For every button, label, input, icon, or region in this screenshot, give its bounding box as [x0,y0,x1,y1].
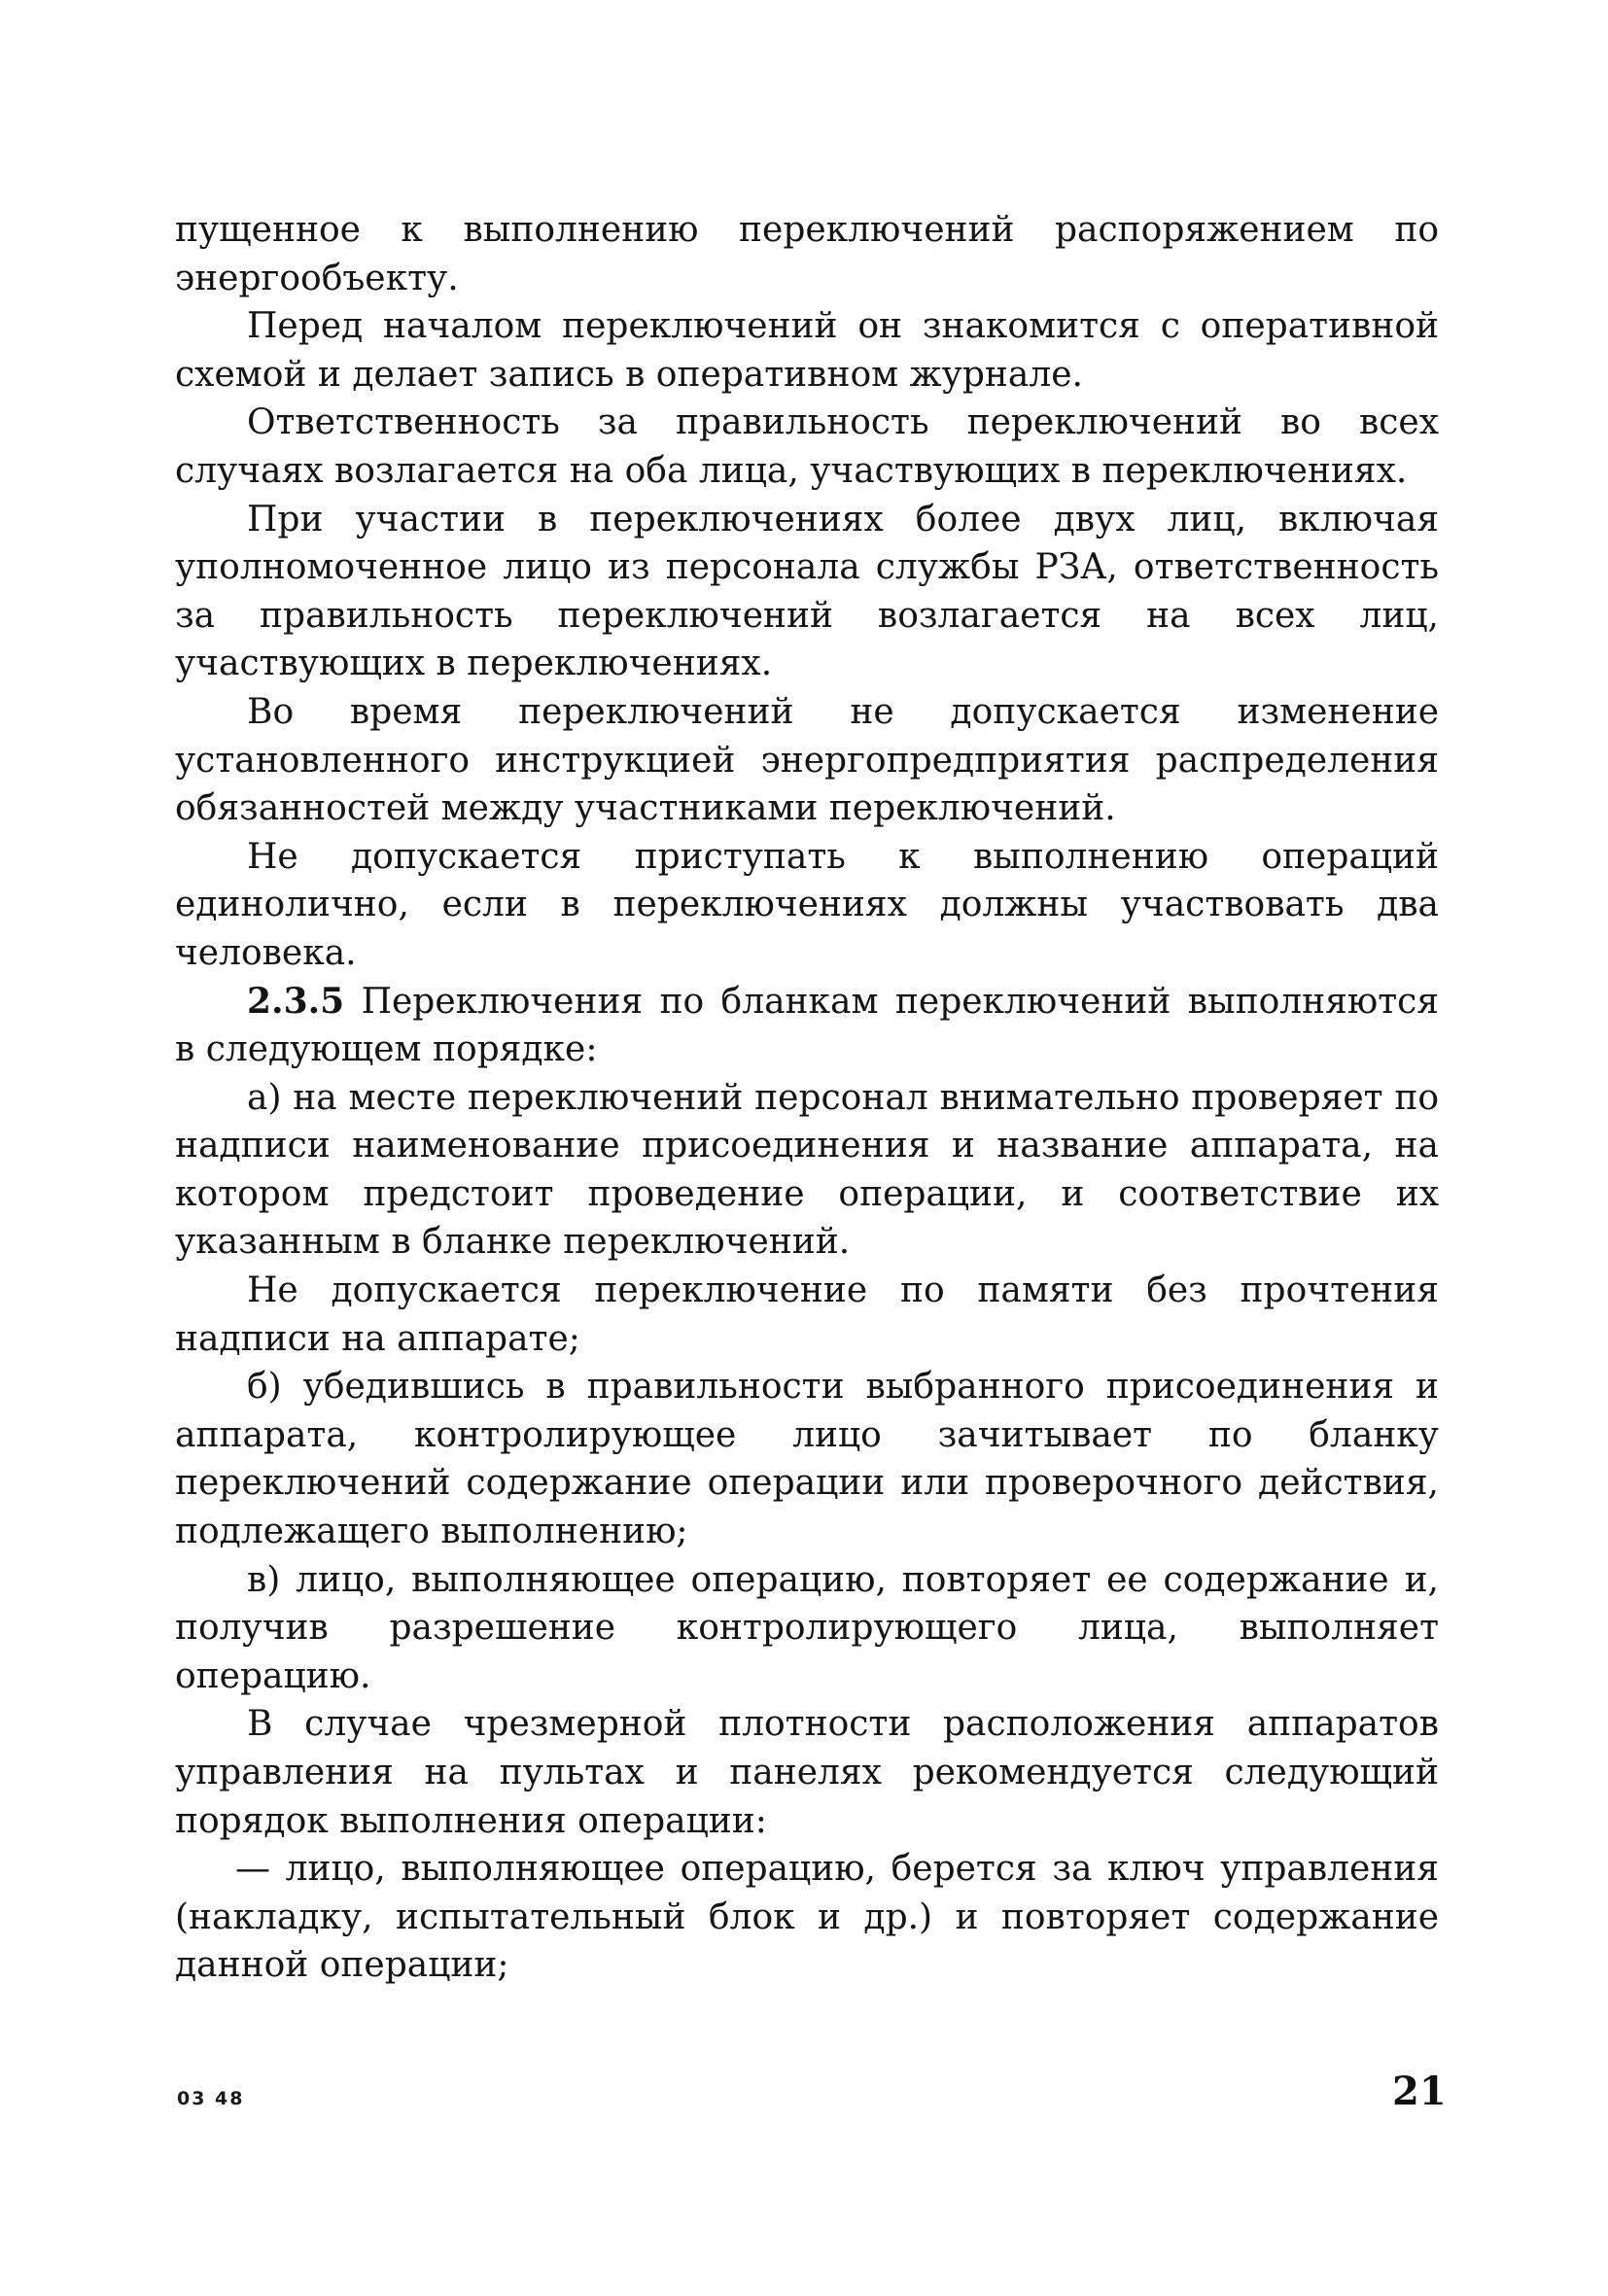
paragraph: В случае чрезмерной плотности расположения аппаратов управления на пультах и панелях рекомендуется следующий порядок выполнения операции: [175,1704,1439,1841]
section-paragraph [175,978,1439,1074]
paragraph: пущенное к выполнению переключений распоряжением по энергообъекту. [175,210,1439,298]
paragraph: При участии в переключениях более двух лиц, включая уполномоченное лицо из персонала службы РЗА, ответственность за правильность переключений возлагается на всех лиц, участвующих в переключениях. [175,499,1439,684]
print-code: 03 48 [177,2088,245,2109]
section-number: 2.3.5 [247,980,345,1022]
body-text [175,206,1439,1990]
list-item: б) убедившись в правильности выбранного присоединения и аппарата, контролирующее лицо зачитывает по бланку переключений содержание операции или проверочного действия, подлежащего выполнению; [175,1367,1439,1552]
list-item: а) на месте переключений персонал внимательно проверяет по надписи наименование присоединения и название аппарата, на котором предстоит проведение операции, и соответствие их указанным в бланке переключений. [175,1077,1439,1263]
paragraph: Перед началом переключений он знакомится с оперативной схемой и делает запись в оперативном журнале. [175,306,1439,395]
paragraph: Во время переключений не допускается изменение установленного инструкцией энергопредприятия распределения обязанностей между участниками переключений. [175,691,1439,829]
section-text: Переключения по бланкам переключений выполняются в следующем порядке: [175,981,1439,1070]
list-item: в) лицо, выполняющее операцию, повторяет ее содержание и, получив разрешение контролирующего лица, выполняет операцию. [175,1559,1439,1696]
paragraph: Не допускается приступать к выполнению операций единолично, если в переключениях должны участвовать два человека. [175,836,1439,973]
paragraph: Не допускается переключение по памяти без прочтения надписи на аппарате; [175,1270,1439,1359]
dash-list-item: — лицо, выполняющее операцию, берется за ключ управления (накладку, испытательный блок и др.) и повторяет содержание данной операции; [175,1849,1439,1986]
paragraph: Ответственность за правильность переключений во всех случаях возлагается на оба лица, участвующих в переключениях. [175,402,1439,491]
page-number: 21 [1392,2069,1447,2114]
